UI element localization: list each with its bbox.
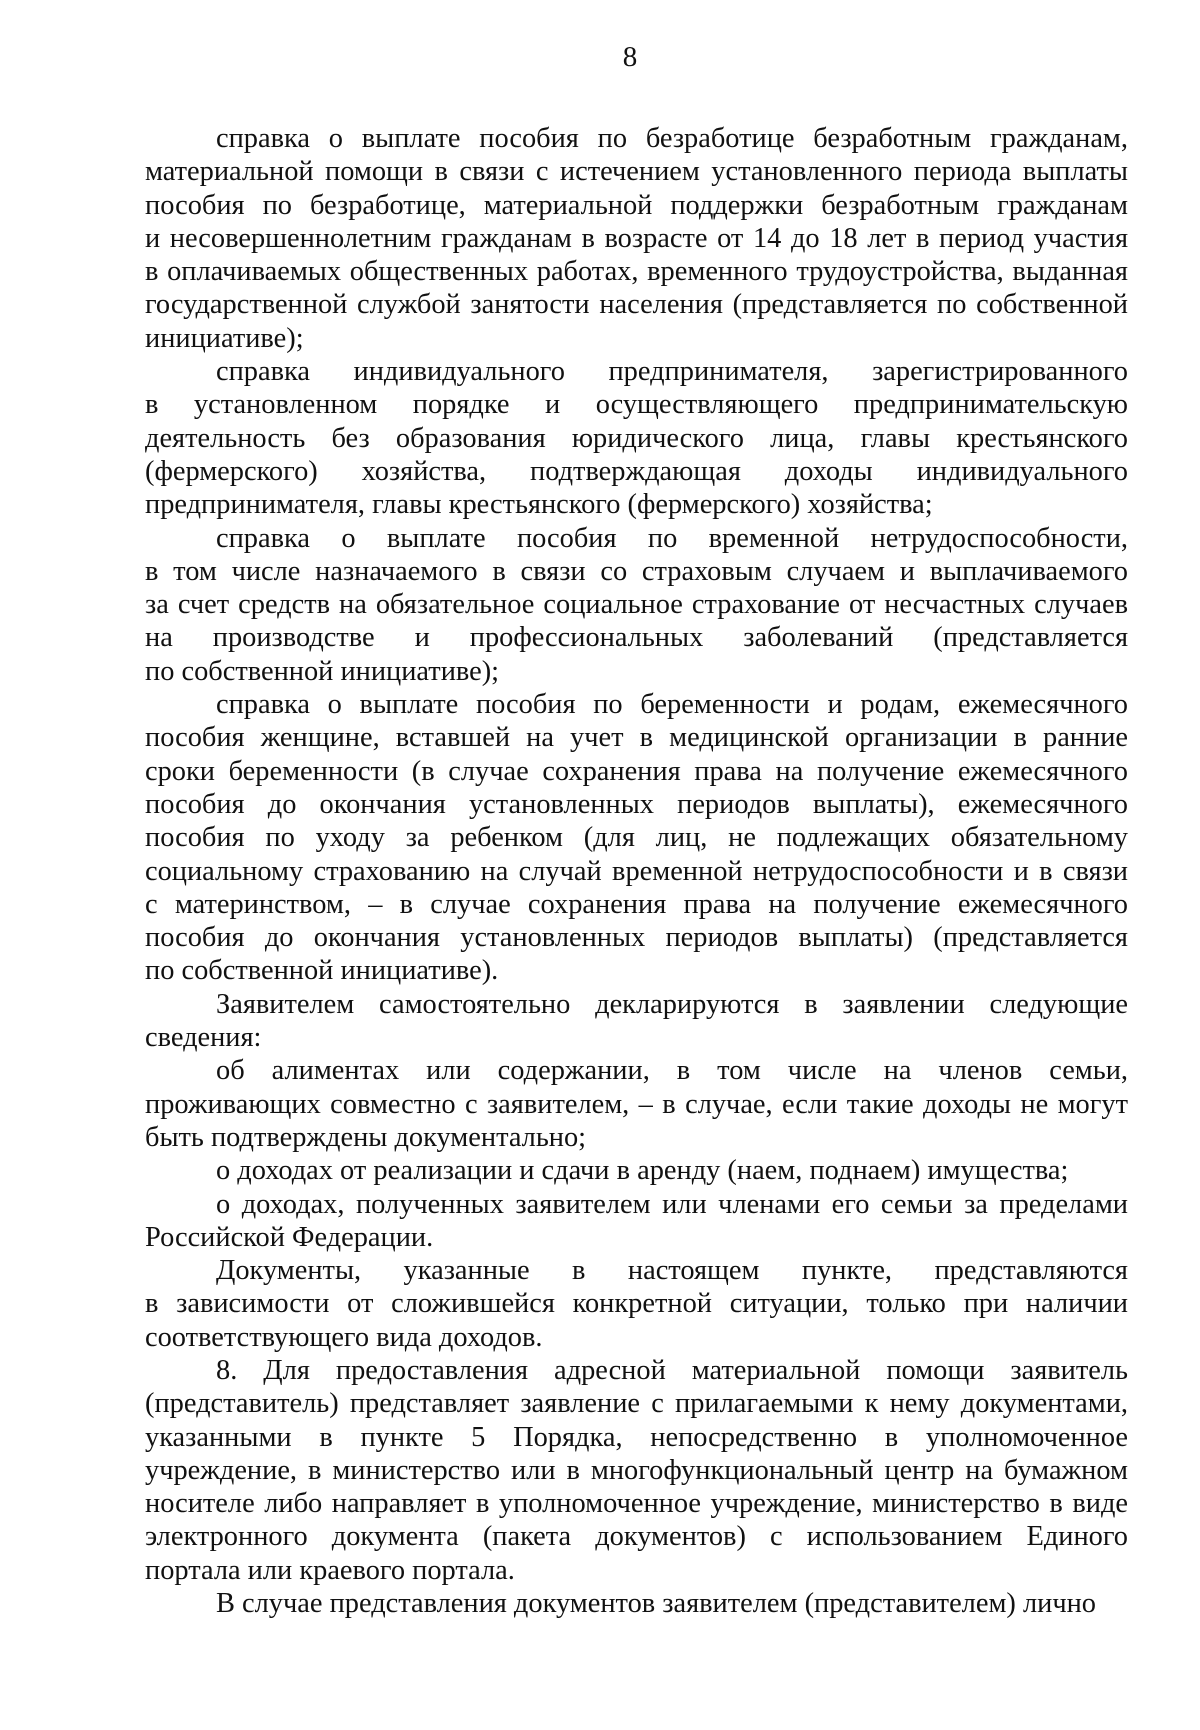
text-line: по собственной инициативе);	[145, 655, 500, 687]
text-line: Российской Федерации.	[145, 1221, 434, 1253]
paragraph	[145, 1254, 1128, 1354]
text-line: справка индивидуального предпринимателя, зарегистрированного	[216, 356, 1128, 388]
text-line: указанными в пункте 5 Порядка, непосредственно в уполномоченное	[145, 1421, 1128, 1453]
text-line: 8. Для предоставления адресной материальной помощи заявитель	[216, 1354, 1128, 1386]
paragraph	[145, 355, 1128, 521]
text-line: за счет средств на обязательное социальное страхование от несчастных случаев	[145, 589, 1128, 621]
text-line: электронного документа (пакета документов) с использованием Единого	[145, 1521, 1128, 1553]
text-line: пособия до окончания установленных периодов выплаты) (представляется	[145, 922, 1128, 954]
text-line: справка о выплате пособия по безработице безработным гражданам,	[216, 123, 1128, 154]
text-line: учреждение, в министерство или в многофункциональный центр на бумажном	[145, 1454, 1128, 1486]
text-line: по собственной инициативе).	[145, 955, 499, 987]
text-line: пособия до окончания установленных периодов выплаты), ежемесячного	[145, 788, 1128, 820]
text-line: сроки беременности (в случае сохранения права на получение ежемесячного	[145, 755, 1128, 787]
text-line: в том числе назначаемого в связи со страховым случаем и выплачиваемого	[145, 555, 1128, 587]
paragraph	[145, 1354, 1128, 1587]
text-line: государственной службой занятости населения (представляется по собственной	[145, 289, 1128, 321]
text-line: в установленном порядке и осуществляющего предпринимательскую	[145, 389, 1128, 421]
text-line: и несовершеннолетним гражданам в возрасте от 14 до 18 лет в период участия	[145, 222, 1128, 254]
text-line: о доходах, полученных заявителем или членами его семьи за пределами	[216, 1188, 1128, 1220]
text-line: деятельность без образования юридического лица, главы крестьянского	[145, 422, 1128, 454]
text-line: инициативе);	[145, 322, 304, 354]
text-line: в оплачиваемых общественных работах, временного трудоустройства, выданная	[145, 256, 1128, 288]
paragraph	[145, 988, 1128, 1055]
text-line: на производстве и профессиональных заболеваний (представляется	[145, 622, 1128, 654]
text-line: быть подтверждены документально;	[145, 1121, 587, 1153]
text-line: соответствующего вида доходов.	[145, 1321, 543, 1353]
text-line: пособия по уходу за ребенком (для лиц, не подлежащих обязательному	[145, 822, 1128, 854]
text-line: в зависимости от сложившейся конкретной ситуации, только при наличии	[145, 1288, 1128, 1320]
text-line: справка о выплате пособия по беременности и родам, ежемесячного	[216, 689, 1128, 721]
text-line: пособия женщине, вставшей на учет в медицинской организации в ранние	[145, 722, 1128, 754]
text-line: о доходах от реализации и сдачи в аренду (наем, поднаем) имущества;	[216, 1155, 1069, 1187]
text-line: проживающих совместно с заявителем, – в случае, если такие доходы не могут	[145, 1088, 1128, 1120]
paragraph	[145, 1054, 1128, 1154]
paragraph	[145, 1188, 1128, 1255]
document-body	[145, 122, 1128, 1620]
text-line: материальной помощи в связи с истечением установленного периода выплаты	[145, 156, 1128, 188]
page-number: 8	[622, 41, 638, 73]
paragraph	[145, 522, 1128, 688]
text-line: пособия по безработице, материальной поддержки безработным гражданам	[145, 189, 1128, 221]
text-line: справка о выплате пособия по временной нетрудоспособности,	[216, 522, 1128, 554]
text-line: носителе либо направляет в уполномоченное учреждение, министерство в виде	[145, 1488, 1128, 1520]
text-line: Заявителем самостоятельно декларируются в заявлении следующие	[216, 988, 1128, 1020]
paragraph	[145, 122, 1128, 355]
text-line: предпринимателя, главы крестьянского (фермерского) хозяйства;	[145, 489, 933, 521]
text-line: (фермерского) хозяйства, подтверждающая доходы индивидуального	[145, 455, 1128, 487]
text-line: социальному страхованию на случай временной нетрудоспособности и в связи	[145, 855, 1128, 887]
text-line: (представитель) представляет заявление с прилагаемыми к нему документами,	[145, 1388, 1128, 1420]
paragraph	[145, 1587, 1128, 1620]
text-line: портала или краевого портала.	[145, 1554, 515, 1586]
text-line: В случае представления документов заявителем (представителем) лично	[216, 1588, 1096, 1620]
text-line: с материнством, – в случае сохранения права на получение ежемесячного	[145, 888, 1128, 920]
paragraph	[145, 688, 1128, 988]
paragraph	[145, 1154, 1128, 1187]
text-line: сведения:	[145, 1022, 262, 1054]
text-line: об алиментах или содержании, в том числе на членов семьи,	[216, 1055, 1128, 1087]
text-line: Документы, указанные в настоящем пункте, представляются	[216, 1255, 1128, 1287]
